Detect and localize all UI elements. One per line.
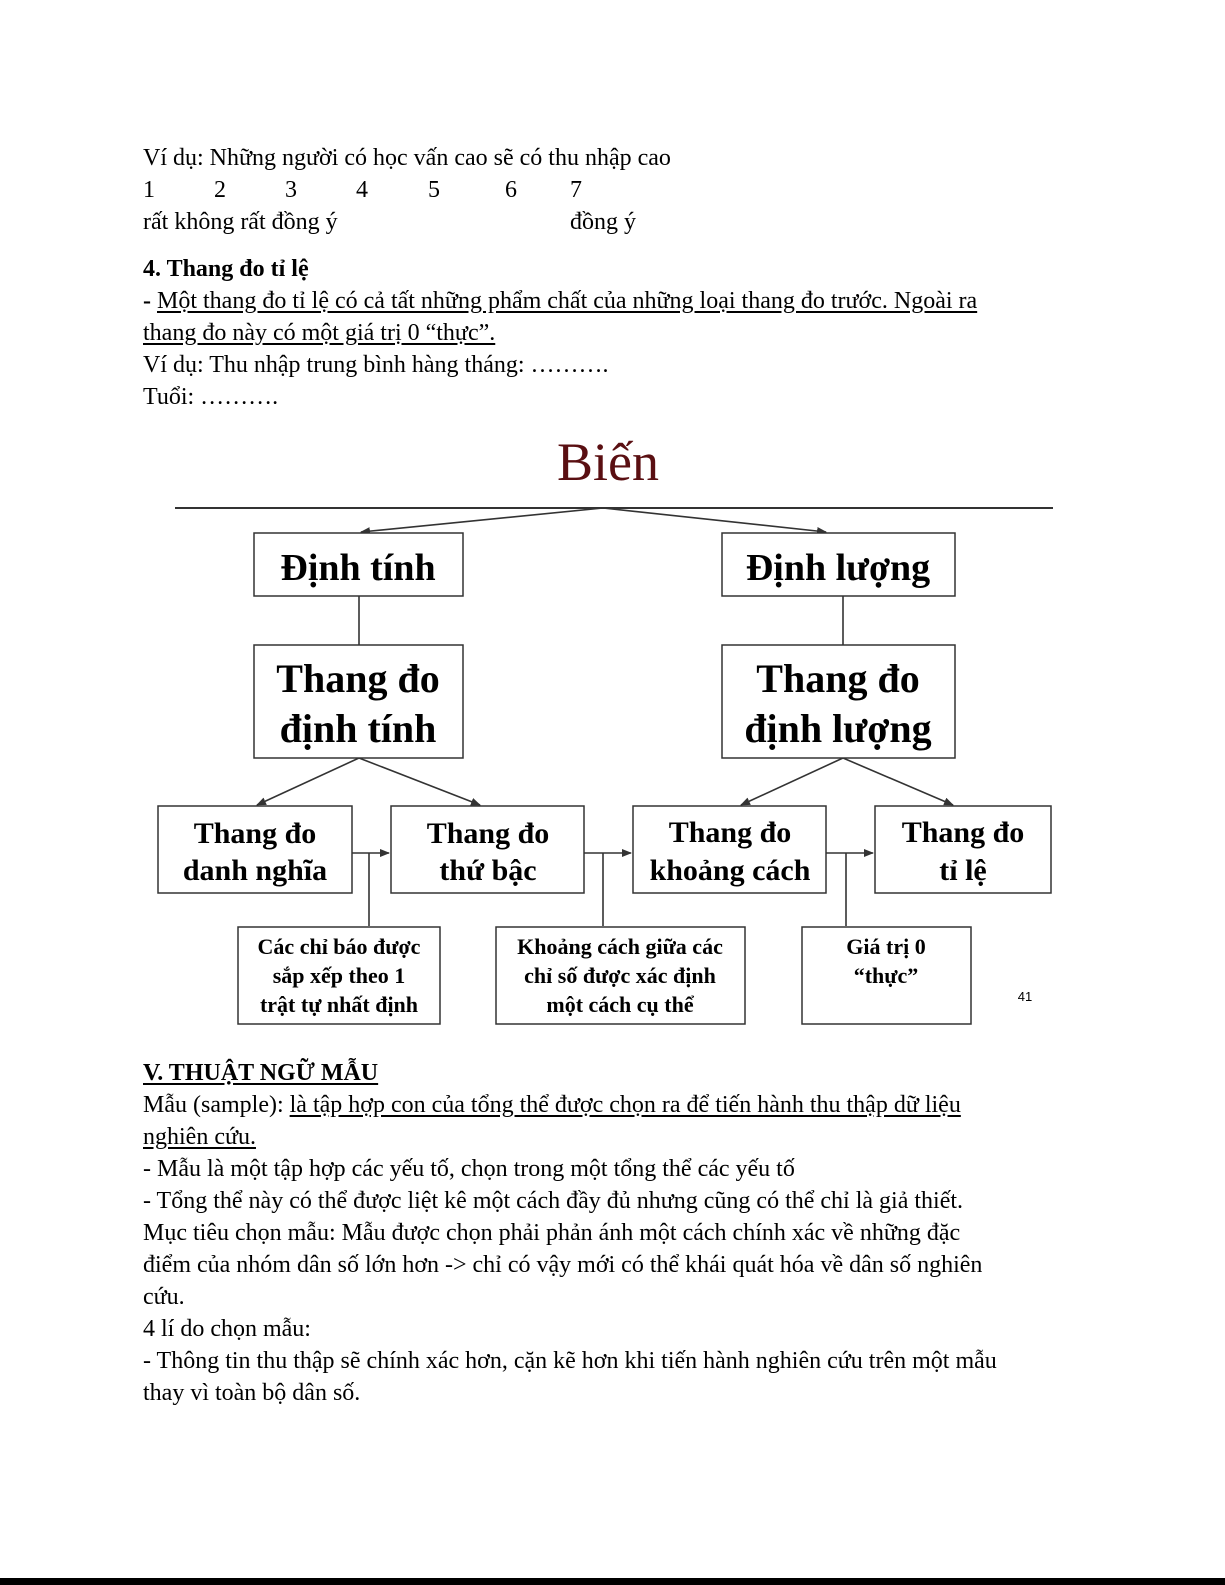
scale-point: 1 [143, 177, 155, 203]
sampling-goal-2: điểm của nhóm dân số lớn hơn -> chỉ có vậy mới có thể khái quát hóa về dân số nghiên [143, 1252, 983, 1278]
sample-bullet-1: - Mẫu là một tập hợp các yếu tố, chọn trong một tổng thể các yếu tố [143, 1156, 795, 1182]
note-ordinal-1: Các chỉ báo được [257, 934, 421, 959]
section-4-definition [143, 285, 977, 317]
label-interval-1: Thang đo [668, 816, 792, 849]
slide-number: 41 [1017, 989, 1033, 1004]
variable-types-diagram [143, 430, 1068, 1035]
label-qual-scale-2: định tính [279, 706, 437, 751]
label-qual-scale-1: Thang đo [276, 656, 440, 701]
section-4-definition-cont: thang đo này có một giá trị 0 “thực”. [143, 320, 496, 346]
note-interval-2: chỉ số được xác định [524, 963, 716, 988]
reason-1: - Thông tin thu thập sẽ chính xác hơn, cặn kẽ hơn khi tiến hành nghiên cứu trên một mẫu [143, 1348, 997, 1374]
label-quant-scale-1: Thang đo [756, 656, 920, 701]
label-ratio-1: Thang đo [901, 816, 1025, 849]
label-quant-scale-2: định lượng [744, 706, 932, 751]
note-ratio-2: “thực” [853, 963, 919, 988]
scale-point: 4 [356, 177, 368, 203]
page-bottom-border [0, 1578, 1225, 1585]
label-qualitative: Định tính [280, 547, 436, 589]
note-ordinal-3: trật tự nhất định [259, 992, 419, 1017]
section-4-example-age: Tuổi: ………. [143, 384, 279, 410]
label-interval-2: khoảng cách [649, 854, 811, 887]
likert-left-anchor: rất không rất đồng ý [143, 209, 338, 235]
scale-point: 2 [214, 177, 226, 203]
section-5-heading: V. THUẬT NGỮ MẪU [143, 1060, 379, 1086]
reasons-heading: 4 lí do chọn mẫu: [143, 1316, 311, 1342]
section-4-example-income: Ví dụ: Thu nhập trung bình hàng tháng: ………. [143, 352, 609, 378]
label-nominal-1: Thang đo [193, 817, 317, 850]
label-quantitative: Định lượng [745, 547, 931, 589]
note-interval-3: một cách cụ thể [546, 992, 694, 1017]
label-nominal-2: danh nghĩa [182, 854, 328, 887]
definition-text: Một thang đo tỉ lệ có cả tất những phẩm chất của những loại thang đo trước. Ngoài ra [157, 288, 978, 314]
note-ordinal-2: sắp xếp theo 1 [272, 963, 406, 988]
diagram-title: Biến [557, 432, 659, 492]
scale-point: 6 [505, 177, 517, 203]
sampling-goal-1: Mục tiêu chọn mẫu: Mẫu được chọn phải phản ánh một cách chính xác về những đặc [143, 1220, 961, 1246]
scale-point: 7 [570, 177, 582, 203]
label-ordinal-1: Thang đo [426, 817, 550, 850]
likert-statement: Ví dụ: Những người có học vấn cao sẽ có thu nhập cao [143, 145, 671, 171]
scale-point: 5 [428, 177, 440, 203]
reason-1-cont: thay vì toàn bộ dân số. [143, 1380, 361, 1406]
sample-bullet-2: - Tổng thể này có thể được liệt kê một cách đầy đủ nhưng cũng có thể chỉ là giả thiết. [143, 1188, 964, 1214]
definition-dash: - [143, 288, 157, 314]
section-4-heading: 4. Thang đo tỉ lệ [143, 256, 309, 282]
sample-label: Mẫu (sample): [143, 1092, 290, 1118]
note-interval-1: Khoảng cách giữa các [517, 934, 723, 959]
likert-right-anchor: đồng ý [570, 209, 636, 235]
note-ratio-1: Giá trị 0 [846, 934, 926, 959]
sample-definition-cont: nghiên cứu. [143, 1124, 256, 1150]
sample-definition [143, 1089, 961, 1121]
label-ratio-2: tỉ lệ [939, 854, 987, 887]
label-ordinal-2: thứ bậc [439, 854, 537, 887]
scale-point: 3 [285, 177, 297, 203]
sampling-goal-3: cứu. [143, 1284, 185, 1310]
sample-definition-text: là tập hợp con của tổng thể được chọn ra để tiến hành thu thập dữ liệu [289, 1092, 961, 1118]
